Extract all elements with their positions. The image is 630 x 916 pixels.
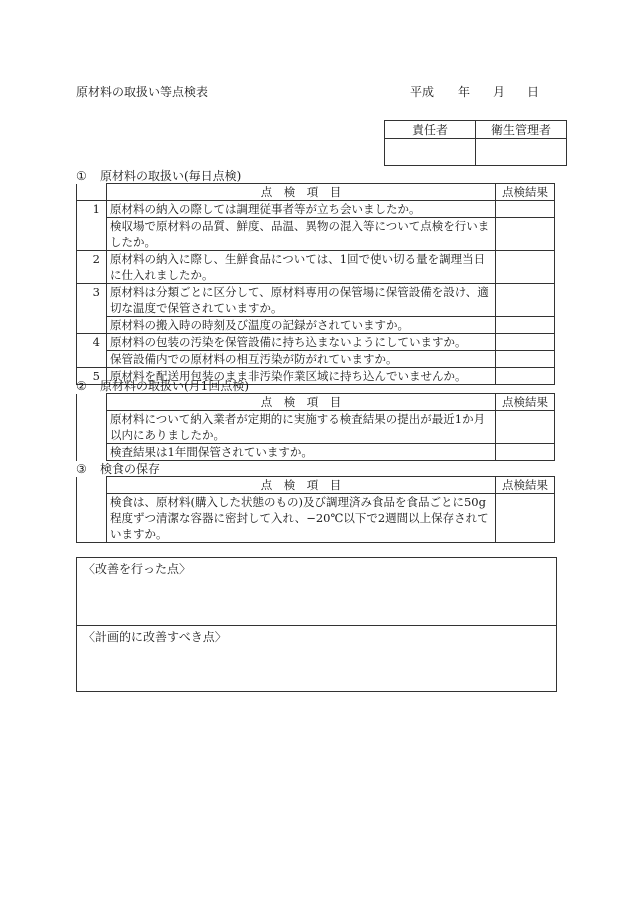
check-item: 原材料の納入の際しては調理従事者等が立ち会いましたか。 — [107, 201, 496, 218]
table-row — [77, 334, 555, 351]
table-row — [77, 444, 555, 461]
check-item: 原材料について納入業者が定期的に実施する検査結果の提出が最近1か月以内にありましたか。 — [107, 411, 496, 444]
signature-responsible-box[interactable] — [385, 139, 476, 166]
result-cell[interactable] — [496, 334, 555, 351]
row-number — [77, 218, 107, 251]
table-row — [77, 351, 555, 368]
section1-items-header: 点 検 項 目 — [107, 184, 496, 201]
result-cell[interactable] — [496, 368, 555, 385]
check-item: 検収場で原材料の品質、鮮度、品温、異物の混入等について点検を行いましたか。 — [107, 218, 496, 251]
signature-hygiene-box[interactable] — [476, 139, 567, 166]
section3-number: ③ — [76, 462, 87, 476]
planned-notes-area[interactable] — [77, 625, 556, 691]
result-cell[interactable] — [496, 444, 555, 461]
table-row — [77, 411, 555, 444]
section2-heading — [76, 377, 249, 394]
check-item: 検食は、原材料(購入した状態のもの)及び調理済み食品を食品ごとに50g程度ずつ清潔な容器に密封して入れ、−20℃以下で2週間以上保存されていますか。 — [107, 494, 496, 543]
row-number: 3 — [77, 284, 107, 317]
result-cell[interactable] — [496, 351, 555, 368]
signature-hygiene-label: 衛生管理者 — [476, 121, 567, 139]
result-cell[interactable] — [496, 317, 555, 334]
result-cell[interactable] — [496, 284, 555, 317]
check-item: 保管設備内での原材料の相互汚染が防がれていますか。 — [107, 351, 496, 368]
section2-number: ② — [76, 379, 87, 393]
result-cell[interactable] — [496, 201, 555, 218]
section3-title: 検食の保存 — [100, 462, 161, 476]
improved-notes-label: 〈改善を行った点〉 — [83, 562, 192, 576]
table-row — [77, 201, 555, 218]
section3-result-header: 点検結果 — [496, 477, 555, 494]
date-day: 日 — [527, 85, 540, 99]
table-row — [77, 251, 555, 284]
check-item: 原材料を配送用包装のまま非汚染作業区域に持ち込んでいませんか。 — [107, 368, 496, 385]
section1-heading — [76, 167, 241, 184]
signature-responsible-label: 責任者 — [385, 121, 476, 139]
section1-title: 原材料の取扱い(毎日点検) — [100, 169, 242, 183]
check-item: 原材料は分類ごとに区分して、原材料専用の保管場に保管設備を設け、適切な温度で保管されていますか。 — [107, 284, 496, 317]
date-era: 平成 — [410, 85, 435, 99]
section1-table — [76, 183, 555, 385]
section2-items-header: 点 検 項 目 — [107, 394, 496, 411]
section1-number: ① — [76, 169, 87, 183]
signature-table — [384, 120, 567, 166]
row-number — [77, 317, 107, 334]
row-number: 4 — [77, 334, 107, 351]
check-item: 原材料の納入に際し、生鮮食品については、1回で使い切る量を調理当日に仕入れましたか。 — [107, 251, 496, 284]
result-cell[interactable] — [496, 494, 555, 543]
section3-table — [76, 476, 555, 543]
result-cell[interactable] — [496, 411, 555, 444]
section1-result-header: 点検結果 — [496, 184, 555, 201]
section3-heading — [76, 460, 160, 477]
date-year: 年 — [458, 85, 471, 99]
result-cell[interactable] — [496, 218, 555, 251]
planned-notes-label: 〈計画的に改善すべき点〉 — [83, 630, 227, 644]
improved-notes-area[interactable] — [77, 558, 556, 625]
document-title: 原材料の取扱い等点検表 — [76, 85, 209, 99]
row-number: 2 — [77, 251, 107, 284]
row-number: 1 — [77, 201, 107, 218]
section2-table — [76, 393, 555, 461]
table-row — [77, 317, 555, 334]
check-item: 原材料の包装の汚染を保管設備に持ち込まないようにしていますか。 — [107, 334, 496, 351]
section3-items-header: 点 検 項 目 — [107, 477, 496, 494]
section2-title: 原材料の取扱い(月1回点検) — [100, 379, 249, 393]
table-row — [77, 494, 555, 543]
notes-box — [76, 557, 557, 692]
date-line — [410, 83, 539, 100]
result-cell[interactable] — [496, 251, 555, 284]
check-item: 原材料の搬入時の時刻及び温度の記録がされていますか。 — [107, 317, 496, 334]
table-row — [77, 218, 555, 251]
row-number — [77, 351, 107, 368]
date-month: 月 — [493, 85, 506, 99]
row-number: 5 — [77, 368, 107, 385]
section2-result-header: 点検結果 — [496, 394, 555, 411]
check-item: 検査結果は1年間保管されていますか。 — [107, 444, 496, 461]
table-row — [77, 284, 555, 317]
